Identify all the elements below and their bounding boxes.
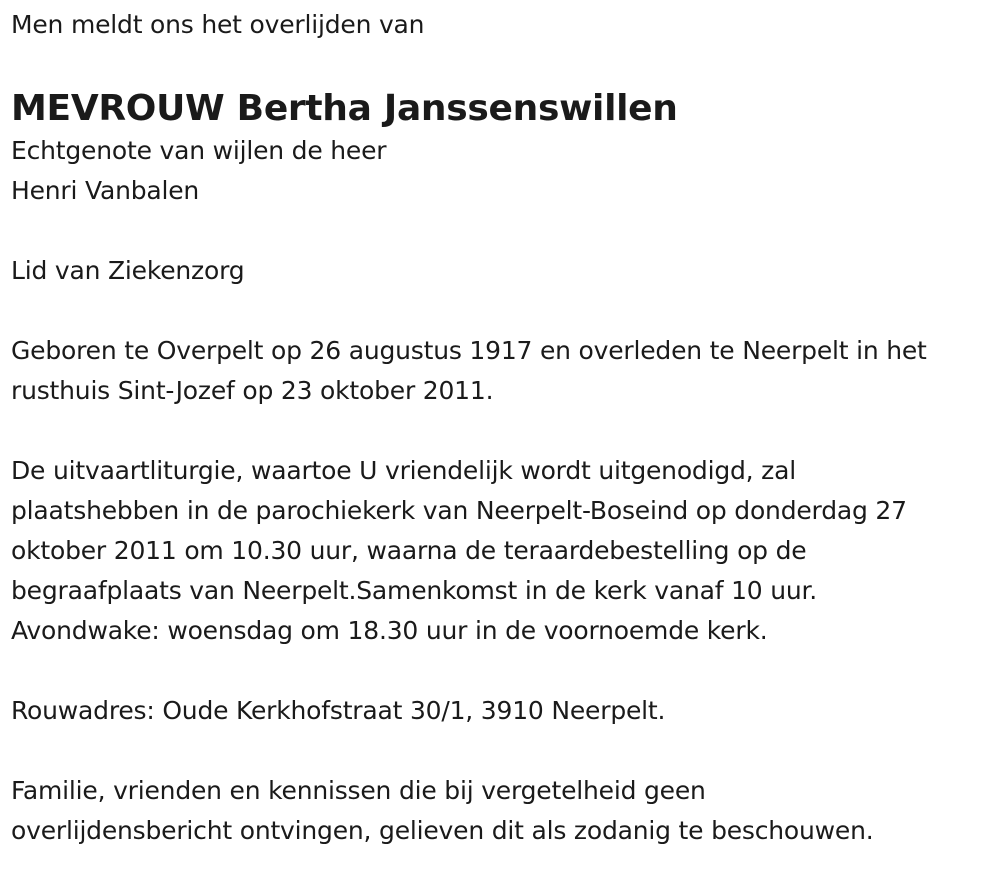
paragraph-line: overlijdensbericht ontvingen, gelieven dit als zodanig te beschouwen.	[11, 816, 874, 845]
spacer	[11, 651, 996, 691]
closing-paragraph	[11, 771, 996, 851]
mourning-address: Rouwadres: Oude Kerkhofstraat 30/1, 3910 Neerpelt.	[11, 696, 666, 725]
intro-text: Men meldt ons het overlijden van	[11, 10, 425, 39]
paragraph-line: rusthuis Sint-Jozef op 23 oktober 2011.	[11, 376, 494, 405]
spacer	[11, 291, 996, 331]
spacer	[11, 731, 996, 771]
paragraph-line: plaatshebben in de parochiekerk van Neerpelt-Boseind op donderdag 27	[11, 496, 907, 525]
spouse-line-2: Henri Vanbalen	[11, 176, 200, 205]
paragraph-line: Avondwake: woensdag om 18.30 uur in de voornoemde kerk.	[11, 616, 768, 645]
deceased-name: MEVROUW Bertha Janssenswillen	[11, 88, 678, 129]
membership-text: Lid van Ziekenzorg	[11, 256, 245, 285]
paragraph-line: oktober 2011 om 10.30 uur, waarna de teraardebestelling op de	[11, 536, 807, 565]
birth-death-paragraph	[11, 331, 996, 411]
paragraph-line: Familie, vrienden en kennissen die bij vergetelheid geen	[11, 776, 706, 805]
funeral-paragraph	[11, 451, 996, 651]
spouse-line-1: Echtgenote van wijlen de heer	[11, 136, 387, 165]
paragraph-line: begraafplaats van Neerpelt.Samenkomst in de kerk vanaf 10 uur.	[11, 576, 818, 605]
paragraph-line: De uitvaartliturgie, waartoe U vriendelijk wordt uitgenodigd, zal	[11, 456, 796, 485]
spacer	[11, 411, 996, 451]
paragraph-line: Geboren te Overpelt op 26 augustus 1917 en overleden te Neerpelt in het	[11, 336, 927, 365]
death-notice	[11, 0, 996, 851]
spacer	[11, 211, 996, 251]
